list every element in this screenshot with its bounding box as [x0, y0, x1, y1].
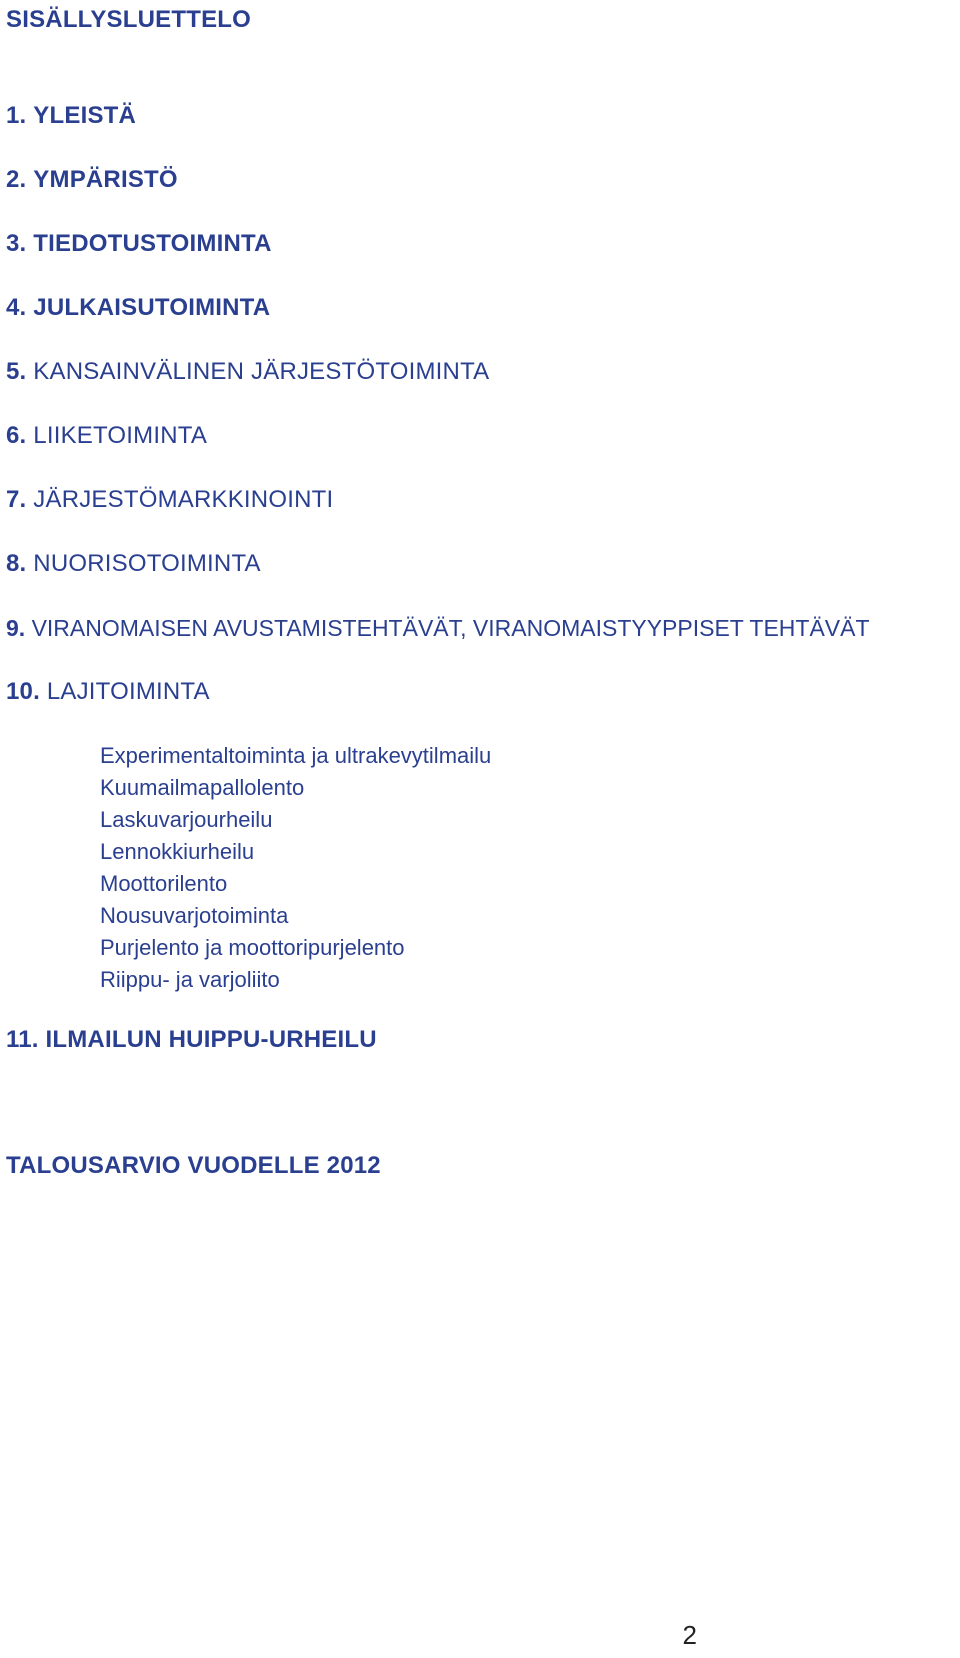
toc-entry-label: YLEISTÄ	[33, 102, 137, 129]
toc-entry-8[interactable]	[6, 548, 261, 580]
toc-entry-label: YMPÄRISTÖ	[33, 166, 178, 193]
toc-entry-6[interactable]	[6, 420, 207, 452]
toc-subsection-list	[100, 740, 491, 996]
toc-entry-3[interactable]	[6, 228, 272, 260]
toc-entry-11[interactable]	[6, 1024, 377, 1056]
toc-subsection-item[interactable]: Moottorilento	[100, 871, 228, 896]
budget-title: TALOUSARVIO VUODELLE 2012	[6, 1152, 381, 1179]
toc-entry-2[interactable]	[6, 164, 178, 196]
toc-entry-label: LAJITOIMINTA	[46, 678, 210, 705]
toc-entry-number: 9.	[6, 615, 26, 641]
toc-entry-number: 10.	[6, 678, 40, 705]
toc-entry-number: 7.	[6, 486, 27, 513]
toc-entry-label: VIRANOMAISEN AVUSTAMISTEHTÄVÄT, VIRANOMAISTYYPPISET TEHTÄVÄT	[31, 615, 870, 641]
toc-entry-10[interactable]	[6, 676, 210, 708]
toc-entry-label: LIIKETOIMINTA	[33, 422, 208, 449]
toc-entry-number: 6.	[6, 422, 27, 449]
toc-entry-number: 1.	[6, 102, 27, 129]
toc-entry-label: TIEDOTUSTOIMINTA	[33, 230, 272, 257]
toc-entry-5[interactable]	[6, 356, 489, 388]
toc-subsection-item[interactable]: Riippu- ja varjoliito	[100, 967, 280, 992]
toc-entry-9[interactable]	[6, 612, 870, 644]
toc-subsection-item[interactable]: Nousuvarjotoiminta	[100, 903, 289, 928]
toc-subsection-item[interactable]: Lennokkiurheilu	[100, 839, 255, 864]
toc-entry-number: 5.	[6, 358, 27, 385]
toc-entry-1[interactable]	[6, 100, 136, 132]
toc-entry-label: ILMAILUN HUIPPU-URHEILU	[45, 1026, 377, 1053]
toc-subsection-item[interactable]: Laskuvarjourheilu	[100, 807, 273, 832]
page-number: 2	[682, 1620, 697, 1650]
toc-entry-number: 4.	[6, 294, 27, 321]
toc-entry-label: KANSAINVÄLINEN JÄRJESTÖTOIMINTA	[33, 358, 490, 385]
toc-entry-label: JULKAISUTOIMINTA	[33, 294, 271, 321]
toc-entry-label: JÄRJESTÖMARKKINOINTI	[33, 486, 334, 513]
toc-entry-number: 2.	[6, 166, 27, 193]
toc-subsection-item[interactable]: Experimentaltoiminta ja ultrakevytilmailu	[100, 743, 492, 768]
toc-entry-4[interactable]	[6, 292, 270, 324]
toc-subsection-item[interactable]: Kuumailmapallolento	[100, 775, 305, 800]
toc-entry-7[interactable]	[6, 484, 333, 516]
toc-entry-number: 8.	[6, 550, 27, 577]
toc-title: SISÄLLYSLUETTELO	[6, 6, 252, 33]
toc-entry-number: 11.	[6, 1026, 39, 1053]
toc-entry-number: 3.	[6, 230, 27, 257]
toc-subsection-item[interactable]: Purjelento ja moottoripurjelento	[100, 935, 405, 960]
toc-entry-label: NUORISOTOIMINTA	[33, 550, 261, 577]
